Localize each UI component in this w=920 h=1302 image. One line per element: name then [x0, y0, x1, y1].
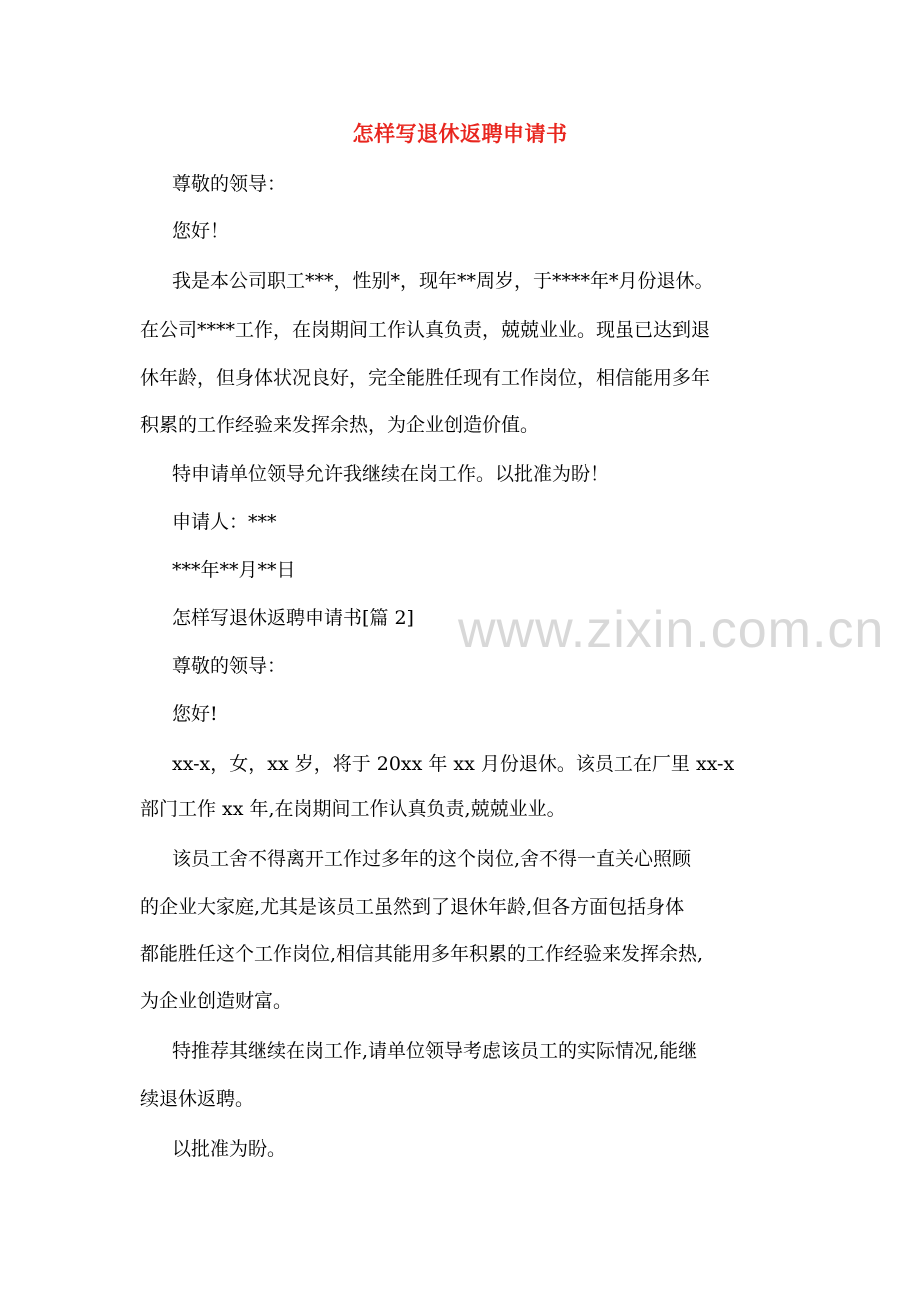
letter2-heading: 怎样写退休返聘申请书[篇 2] [172, 607, 414, 629]
letter2-para2-line: 的企业大家庭,尤其是该员工虽然到了退休年龄,但各方面包括身体 [140, 896, 685, 918]
letter2-para1-line: 部门工作 xx 年,在岗期间工作认真负责,兢兢业业。 [140, 798, 566, 820]
letter1-applicant: 申请人：*** [172, 511, 277, 533]
letter1-request: 特申请单位领导允许我继续在岗工作。以批准为盼！ [172, 463, 610, 485]
letter1-body-line: 我是本公司职工***，性别*，现年**周岁，于****年*月份退休。 [172, 270, 714, 292]
letter1-date: ***年**月**日 [172, 559, 296, 581]
letter2-para2-line: 该员工舍不得离开工作过多年的这个岗位,舍不得一直关心照顾 [172, 848, 692, 870]
letter1-body-line: 在公司****工作，在岗期间工作认真负责，兢兢业业。现虽已达到退 [140, 319, 711, 341]
letter2-greeting: 您好! [172, 703, 218, 725]
letter2-salutation: 尊敬的领导： [172, 655, 287, 677]
letter2-para2-line: 为企业创造财富。 [140, 990, 293, 1012]
letter1-body-line: 积累的工作经验来发挥余热，为企业创造价值。 [140, 414, 540, 436]
letter2-para1-line: xx-x，女，xx 岁，将于 20xx 年 xx 月份退休。该员工在厂里 xx-x [172, 753, 735, 775]
letter1-greeting: 您好！ [172, 220, 230, 242]
document-title: 怎样写退休返聘申请书 [352, 121, 568, 146]
letter2-para3-line: 特推荐其继续在岗工作,请单位领导考虑该员工的实际情况,能继 [172, 1040, 698, 1062]
letter2-closing: 以批准为盼。 [172, 1138, 287, 1160]
letter1-salutation: 尊敬的领导： [172, 173, 287, 195]
letter2-para3-line: 续退休返聘。 [140, 1088, 255, 1110]
letter1-body-line: 休年龄，但身体状况良好，完全能胜任现有工作岗位，相信能用多年 [140, 367, 711, 389]
letter2-para2-line: 都能胜任这个工作岗位,相信其能用多年积累的工作经验来发挥余热, [140, 943, 704, 965]
watermark: www.zixin.com.cn [458, 601, 885, 659]
